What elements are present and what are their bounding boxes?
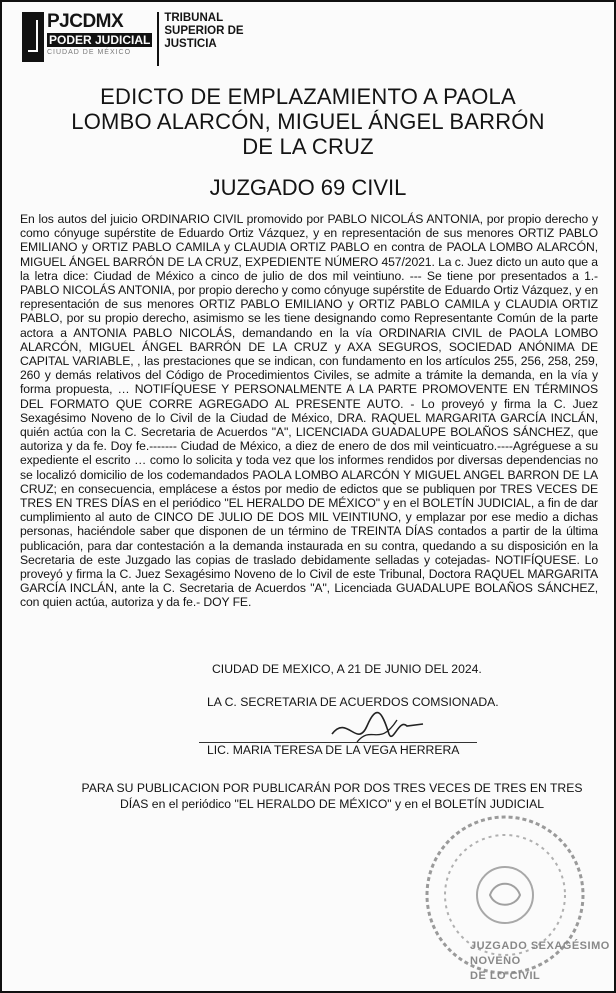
- tsj-line-2: SUPERIOR DE: [164, 25, 244, 37]
- seal-caption-line-1: JUZGADO SEXAGÉSIMO NOVENO: [470, 940, 610, 967]
- publication-note: PARA SU PUBLICACION POR PUBLICARÁN POR DOS TRES VECES DE TRES EN TRES DÍAS en el periódico "EL HERALDO DE MÉXICO" y en el BOLETÍN JUDICIAL: [81, 781, 583, 811]
- issue-date: CIUDAD DE MEXICO, A 21 DE JUNIO DEL 2024.: [212, 662, 482, 676]
- logo-text: [47, 12, 152, 56]
- pjcdmx-logo: [22, 12, 244, 66]
- tsj-line-3: JUSTICIA: [164, 38, 217, 50]
- edict-body: En los autos del juicio ORDINARIO CIVIL promovido por PABLO NICOLÁS ANTONIA, por propio derecho y como cónyuge supérstite de Eduardo Ortiz Vázquez, y en representación de sus menores ORTIZ PABLO EMILIANO y ORTIZ PABLO CAMILA y CLAUDIA ORTIZ PABLO en contra de PAOLA LOMBO ALARCÓN, MIGUEL ÁNGEL BARRÓN DE LA CRUZ, EXPEDIENTE NÚMERO 457/2021. La c. Juez dicto un auto que a la letra dice: Ciudad de México a cinco de julio de dos mil veintiuno. --- Se tiene por presentados a 1.- PABLO NICOLÁS ANTONIA, por propio derecho y como cónyuge supérstite de Eduardo Ortiz Vázquez, y en representación de sus menores ORTIZ PABLO EMILIANO y ORTIZ PABLO CAMILA y CLAUDIA ORTIZ PABLO, por su propio derecho, asimismo se les tiene designando como Representante Común de la parte actora a ANTONIA PABLO NICOLÁS, demandando en la vía ORDINARIA CIVIL de PAOLA LOMBO ALARCÓN, MIGUEL ÁNGEL BARRÓN DE LA CRUZ y AXA SEGUROS, SOCIEDAD ANÓNIMA DE CAPITAL VARIABLE, , las prestaciones que se indican, con fundamento en los artículos 255, 256, 258, 259, 260 y demás relativos del Código de Procedimientos Civiles, se admite a trámite la demanda, en la vía y forma propuesta, … NOTIFÍQUESE Y PERSONALMENTE A LA PARTE PROMOVENTE EN TÉRMINOS DEL FORMATO QUE CORRE AGREGADO AL PRESENTE AUTO. - Lo proveyó y firma la C. Juez Sexagésimo Noveno de lo Civil de la Ciudad de México, DRA. RAQUEL MARGARITA GARCÍA INCLÁN, quién actúa con la C. Secretaria de Acuerdos "A", LICENCIADA GUADALUPE BOLAÑOS SÁNCHEZ, que autoriza y da fe. Doy fe.------- Ciudad de México, a diez de enero de dos mil veinticuatro.----Agréguese a su expediente el escrito … como lo solicita y toda vez que los informes rendidos por diversas dependencias no se localizó domicilio de los codemandados PAOLA LOMBO ALARCÓN Y MIGUEL ANGEL BARRON DE LA CRUZ; en consecuencia, emplácese a éstos por medio de edictos que se publiquen por TRES VECES DE TRES EN TRES DÍAS en el periódico "EL HERALDO DE MÉXICO" y en el BOLETÍN JUDICIAL, a fin de dar cumplimiento al auto de CINCO DE JULIO DE DOS MIL VEINTIUNO, y emplazar por ese medio a dichas personas, haciéndole saber que disponen de un término de TREINTA DÍAS contados a partir de la última publicación, para dar contestación a la demanda instaurada en su contra, quedando a su disposición en la Secretaria de este Juzgado las copias de traslado debidamente selladas y cotejadas- NOTIFÍQUESE. Lo proveyó y firma la C. Juez Sexagésimo Noveno de lo Civil de este Tribunal, Doctora RAQUEL MARGARITA GARCÍA INCLÁN, ante la C. Secretaria de Acuerdos "A", Licenciada GUADALUPE BOLAÑOS SÁNCHEZ, con quien actúa, autoriza y da fe.- DOY FE.: [20, 212, 598, 610]
- title-line-3: DE LA CRUZ: [242, 134, 374, 159]
- secretary-title: LA C. SECRETARIA DE ACUERDOS COMSIONADA.: [207, 695, 499, 709]
- title-line-2: LOMBO ALARCÓN, MIGUEL ÁNGEL BARRÓN: [71, 109, 545, 134]
- pj-emblem-icon: [22, 12, 44, 62]
- edict-title: [2, 84, 614, 159]
- logo-poder-judicial: PODER JUDICIAL: [49, 33, 151, 47]
- logo-divider: [157, 12, 159, 66]
- logo-subtitle: CIUDAD DE MÉXICO: [47, 49, 132, 56]
- signer-name: LIC. MARIA TERESA DE LA VEGA HERRERA: [207, 743, 460, 757]
- seal-caption-line-2: DE LO CIVIL: [470, 970, 541, 982]
- tsj-text: [164, 12, 243, 51]
- seal-caption: [470, 939, 616, 984]
- logo-cdmx: PJCDMX: [47, 11, 124, 32]
- tsj-line-1: TRIBUNAL: [164, 12, 224, 24]
- court-name: JUZGADO 69 CIVIL: [209, 175, 407, 200]
- title-line-1: EDICTO DE EMPLAZAMIENTO A PAOLA: [100, 84, 516, 109]
